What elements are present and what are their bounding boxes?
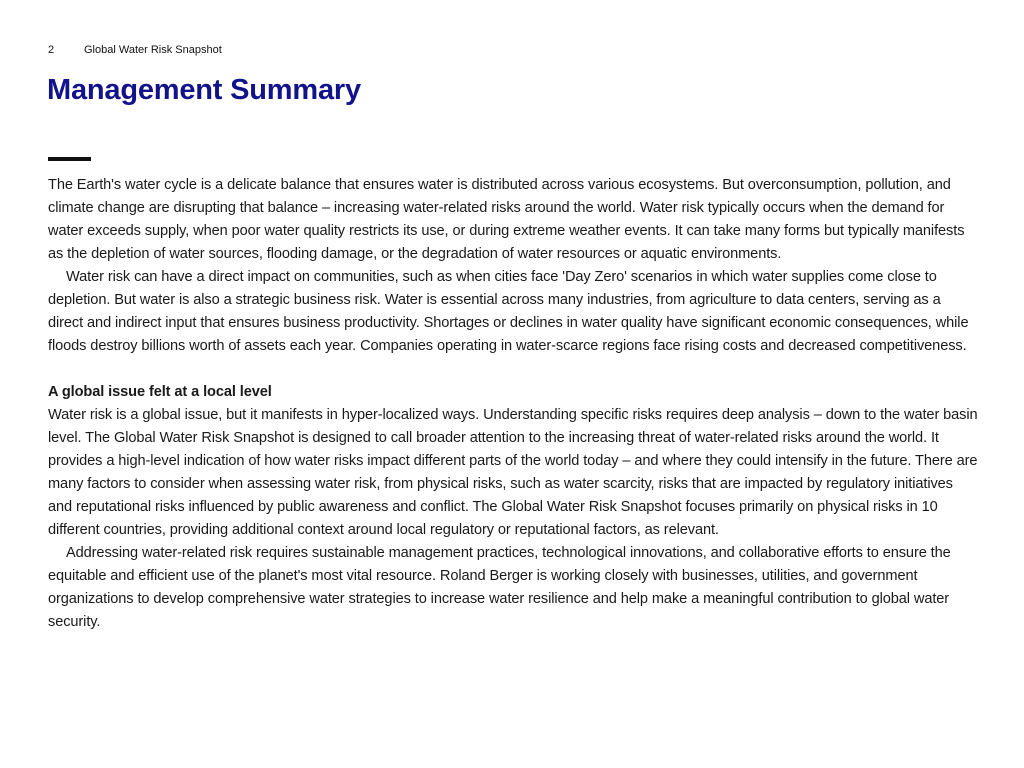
title-divider — [48, 157, 91, 161]
page-title: Management Summary — [47, 74, 361, 106]
business-risk-paragraph: Water risk can have a direct impact on communities, such as when cities face 'Day Zero' scenarios in which water supplies come close to depletion. But water is also a strategic business risk. Water is essential across many industries, from agriculture to data centers, serving as a direct and indirect input that ensures business productivity. Shortages or declines in water quality have significant economic consequences, while floods destroy billions worth of assets each year. Companies operating in water-scarce regions face rising costs and decreased competitiveness. — [48, 269, 969, 354]
intro-paragraph: The Earth's water cycle is a delicate balance that ensures water is distributed across various ecosystems. But overconsumption, pollution, and climate change are disrupting that balance – increasing water-related risks around the world. Water risk typically occurs when the demand for water exceeds supply, when poor water quality restricts its use, or during extreme weather events. It can take many forms but typically manifests as the depletion of water sources, flooding damage, or the degradation of water resources or aquatic environments. — [48, 177, 965, 262]
document-title: Global Water Risk Snapshot — [84, 44, 222, 56]
running-header — [48, 44, 222, 56]
page-number: 2 — [48, 44, 55, 56]
body-text — [48, 174, 978, 634]
section-heading: A global issue felt at a local level — [48, 384, 272, 400]
addressing-risk-paragraph: Addressing water-related risk requires sustainable management practices, technological innovations, and collaborative efforts to ensure the equitable and efficient use of the planet's most vital resource. Roland Berger is working closely with businesses, utilities, and government organizations to develop comprehensive water strategies to increase water resilience and help make a meaningful contribution to global water security. — [48, 545, 951, 630]
local-level-paragraph: Water risk is a global issue, but it manifests in hyper-localized ways. Understanding specific risks requires deep analysis – down to the water basin level. The Global Water Risk Snapshot is designed to call broader attention to the increasing threat of water-related risks around the world. It provides a high-level indication of how water risks impact different parts of the world today – and where they could intensify in the future. There are many factors to consider when assessing water risk, from physical risks, such as water scarcity, risks that are impacted by regulatory initiatives and reputational risks influenced by public awareness and conflict. The Global Water Risk Snapshot focuses primarily on physical risks in 10 different countries, providing additional context around local regulatory or reputational factors, as relevant. — [48, 407, 978, 538]
